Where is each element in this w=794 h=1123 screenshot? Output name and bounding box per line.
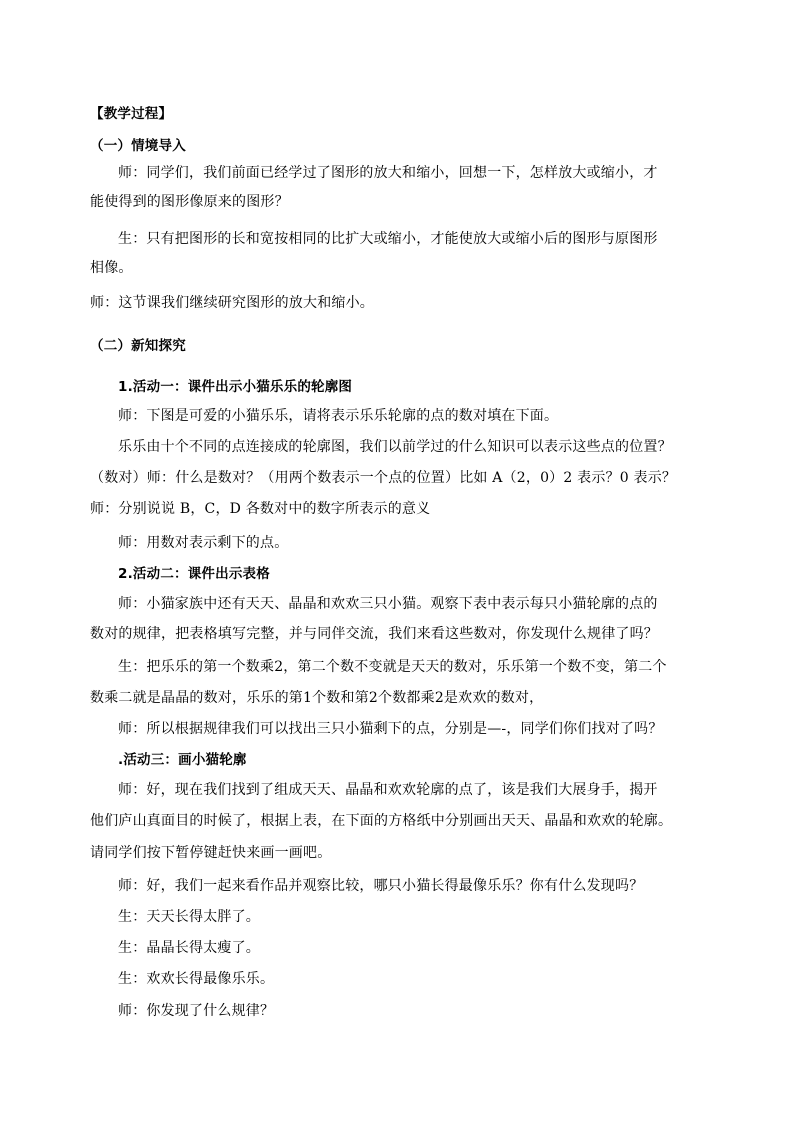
paragraph-line: 生：欢欢长得最像乐乐。 [118,971,275,987]
paragraph-line: 师：好，现在我们找到了组成天天、晶晶和欢欢轮廓的点了，该是我们大展身手，揭开 [118,782,658,798]
paragraph-line: 乐乐由十个不同的点连接成的轮廓图，我们以前学过的什么知识可以表示这些点的位置？ [118,439,672,455]
section-title-explore: （二）新知探究 [90,338,186,354]
paragraph-line: 生：天天长得太胖了。 [118,909,260,925]
paragraph-line: 请同学们按下暂停键赶快来画一画吧。 [90,845,332,861]
paragraph-line: 师：用数对表示剩下的点。 [118,535,289,551]
paragraph-line: 生：只有把图形的长和宽按相同的比扩大或缩小，才能使放大或缩小后的图形与原图形 [118,231,658,247]
paragraph-line: 数乘二就是晶晶的数对，乐乐的第1个数和第2个数都乘2是欢欢的数对， [90,690,544,706]
section-title-intro: （一）情境导入 [90,138,186,154]
paragraph-line: 能使得到的图形像原来的图形？ [90,194,289,210]
paragraph-line: 师：同学们，我们前面已经学过了图形的放大和缩小，回想一下，怎样放大或缩小，才 [118,165,658,181]
paragraph-line: 相像。 [90,260,133,276]
paragraph-line: 师：小猫家族中还有天天、晶晶和欢欢三只小猫。观察下表中表示每只小猫轮廓的点的 [118,596,658,612]
paragraph-line: 师：下图是可爱的小猫乐乐，请将表示乐乐轮廓的点的数对填在下面。 [118,408,559,424]
paragraph-line: 师：这节课我们继续研究图形的放大和缩小。 [90,295,374,311]
paragraph-line: 他们庐山真面目的时候了，根据上表，在下面的方格纸中分别画出天天、晶晶和欢欢的轮廓。 [90,813,673,829]
paragraph-line: 师：分别说说 B，C，D 各数对中的数字所表示的意义 [90,501,431,517]
paragraph-line: 数对的规律，把表格填写完整，并与同伴交流，我们来看这些数对，你发现什么规律了吗？ [90,626,658,642]
activity-two-title: 2.活动二：课件出示表格 [118,566,270,582]
paragraph-line: 师：你发现了什么规律？ [118,1003,275,1019]
paragraph-line: （数对）师：什么是数对？（用两个数表示一个点的位置）比如 A（2，0）2 表示？0 表示？ [90,470,677,486]
activity-three-title: .活动三：画小猫轮廓 [118,752,247,768]
paragraph-line: 生：晶晶长得太瘦了。 [118,940,260,956]
paragraph-line: 师：所以根据规律我们可以找出三只小猫剩下的点，分别是—-，同学们你们找对了吗？ [118,721,663,737]
activity-one-title: 1.活动一：课件出示小猫乐乐的轮廓图 [118,379,353,395]
paragraph-line: 生：把乐乐的第一个数乘2，第二个数不变就是天天的数对，乐乐第一个数不变，第二个 [118,659,667,675]
lesson-heading: 【教学过程】 [90,106,173,122]
paragraph-line: 师：好，我们一起来看作品并观察比较，哪只小猫长得最像乐乐？你有什么发现吗？ [118,878,644,894]
